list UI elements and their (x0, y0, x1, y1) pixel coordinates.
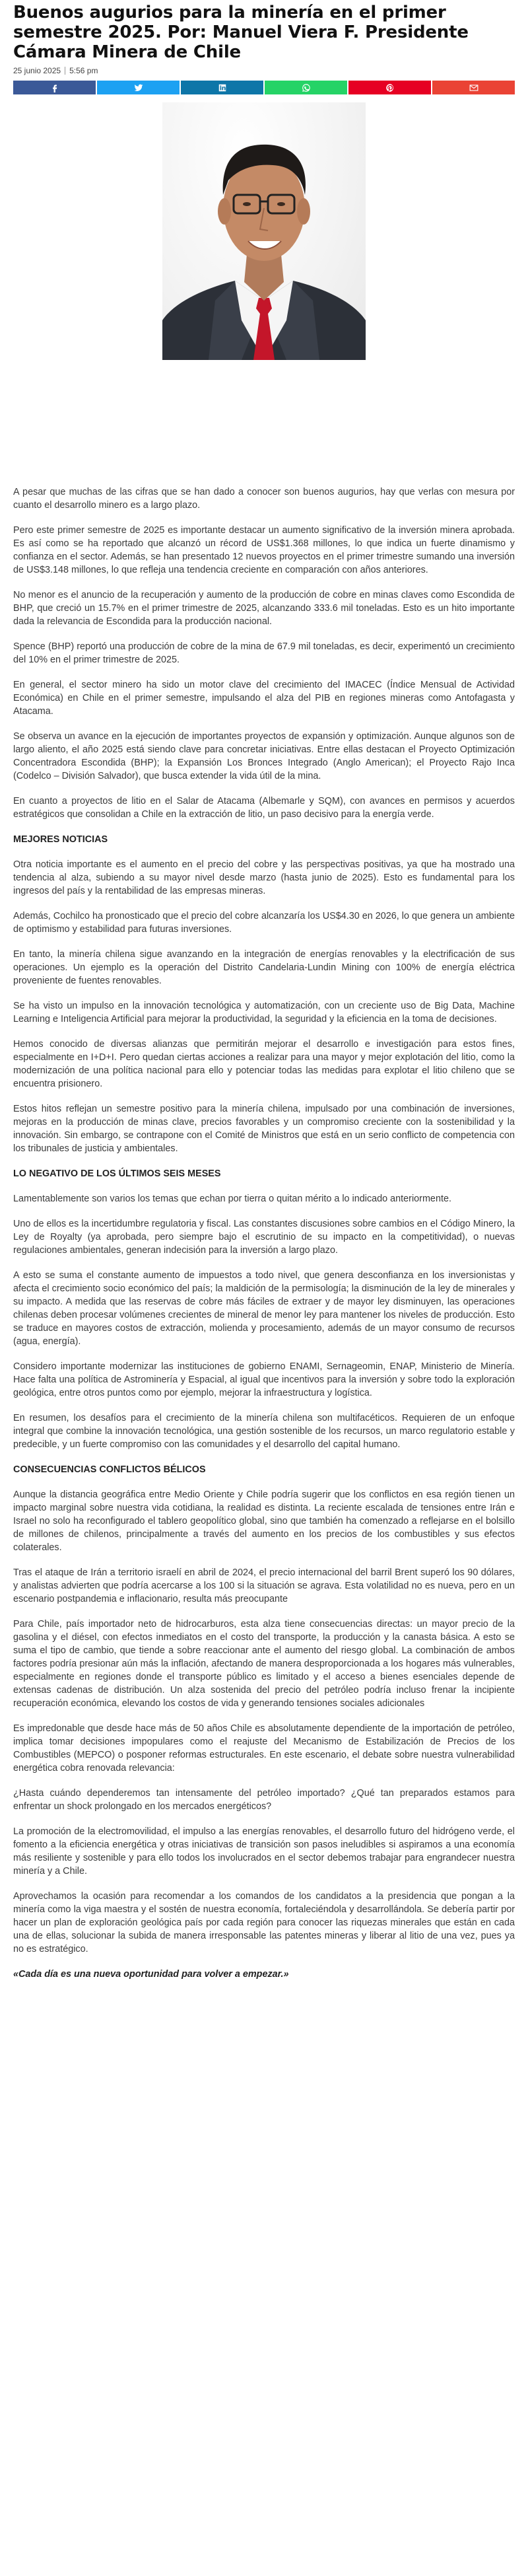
article-date: 25 junio 2025 (13, 66, 61, 75)
body-paragraph: ¿Hasta cuándo dependeremos tan intensamente del petróleo importado? ¿Qué tan preparados estamos para enfrentar un shock prolongado en los mercados energéticos? (13, 1788, 515, 1812)
share-pinterest-button[interactable] (348, 81, 431, 94)
share-twitter-button[interactable] (97, 81, 180, 94)
body-paragraph: La promoción de la electromovilidad, el impulso a las energías renovables, el desarrollo futuro del hidrógeno verde, el fomento a la eficiencia energética y otras iniciativas de transición son pasos ineludibles si aspiramos a una economía más resiliente y sostenible y para ello todos los involucrados en el sector debemos trabajar para engrandecer nuestra minería y a Chile. (13, 1826, 515, 1877)
share-email-button[interactable] (432, 81, 515, 94)
body-paragraph: Otra noticia importante es el aumento en el precio del cobre y las perspectivas positivas, ya que ha mostrado una tendencia al alza, subiendo a su mayor nivel desde marzo (hasta junio de 2025). Esto es fundamental para los ingresos del país y la rentabilidad de las empresas mineras. (13, 859, 515, 896)
body-paragraph: Es impredonable que desde hace más de 50 años Chile es absolutamente dependiente de la importación de petróleo, implica tomar decisiones impopulares como el reajuste del Mecanismo de Estabilización de Precios de los Combustibles (MEPCO) o posponer reformas estructurales. En este escenario, el debate sobre nuestra vulnerabilidad energética cobra renovada relevancia: (13, 1723, 515, 1773)
body-paragraph: Aprovechamos la ocasión para recomendar a los comandos de los candidatos a la presidencia que pongan a la minería como la viga maestra y el sostén de nuestra economía, fortaleciéndola y desarrollándola. Se debería partir por hacer un plan de exploración geológica país por cada región para conocer las riquezas minerales que están en cada una de ellas, solucionar la subida de manera irresponsable las patentes mineras y liberar al litio de una vez, pues ya no es estratégico. (13, 1891, 515, 1954)
section-heading: CONSECUENCIAS CONFLICTOS BÉLICOS (13, 1464, 206, 1475)
body-paragraph: Se observa un avance en la ejecución de importantes proyectos de expansión y optimización. Aunque algunos son de largo aliento, el año 2025 está siendo clave para concretar iniciativas. Entre ellas destacan el Proyecto Optimización Concentradora Escondida (BHP); la Expansión Los Bronces Integrado (Anglo American); el Proyecto Rajo Inca (Codelco – División Salvador), que busca extender la vida útil de la mina. (13, 731, 515, 781)
body-paragraph: A esto se suma el constante aumento de impuestos a todo nivel, que genera desconfianza en los inversionistas y afecta el crecimiento socio económico del país; la maldición de la permisología; la disminución de la ley de minerales y su impacto. A medida que las reservas de cobre más fáciles de extraer y de mayor ley disminuyen, las operaciones chilenas deben procesar volúmenes crecientes de mineral de menor ley para mantener los niveles de producción. Esto se traduce en mayores costos de extracción, molienda y procesamiento, además de un mayor consumo de recursos (agua, energía). (13, 1270, 515, 1347)
closing-quote: «Cada día es una nueva oportunidad para volver a empezar.» (13, 1969, 289, 1980)
body-paragraph: En cuanto a proyectos de litio en el Salar de Atacama (Albemarle y SQM), con avances en permisos y acuerdos estratégicos que consolidan a Chile en la extracción de litio, un paso decisivo para la energía verde. (13, 796, 515, 820)
body-paragraph: En resumen, los desafíos para el crecimiento de la minería chilena son multifacéticos. Requieren de un enfoque integral que combine la innovación tecnológica, una gestión sostenible de los recursos, un marco regulatorio estable y predecible, y un fuerte compromiso con las comunidades y el desarrollo del capital humano. (13, 1413, 515, 1450)
author-portrait (162, 102, 366, 360)
pinterest-icon (385, 83, 395, 92)
body-paragraph: Además, Cochilco ha pronosticado que el precio del cobre alcanzaría los US$4.30 en 2026, lo que genera un ambiente de optimismo y estabilidad para futuras inversiones. (13, 911, 515, 935)
section-heading: MEJORES NOTICIAS (13, 834, 108, 845)
body-paragraph: Estos hitos reflejan un semestre positivo para la minería chilena, impulsado por una combinación de inversiones, mejoras en la producción de minas clave, precios favorables y un compromiso creciente con la sostenibilidad y la innovación. Sin embargo, se contrapone con el Comité de Ministros que está en un serio conflicto de competencia con los tribunales de justicia y ambientales. (13, 1104, 515, 1154)
body-paragraph: En tanto, la minería chilena sigue avanzando en la integración de energías renovables y la electrificación de sus operaciones. Un ejemplo es la operación del Distrito Candelaria-Lundin Mining con 100% de energía eléctrica proveniente de fuentes renovables. (13, 949, 515, 986)
share-whatsapp-button[interactable] (265, 81, 347, 94)
share-bar (13, 81, 515, 94)
body-paragraph: Para Chile, país importador neto de hidrocarburos, esta alza tiene consecuencias directas: un mayor precio de la gasolina y el diésel, con efectos inmediatos en el costo del transporte, la producción y la canasta básica. A esto se suma el tipo de cambio, que tiende a sobre reaccionar ante el aumento del riesgo global. La combinación de ambos factores podría presionar aún más la inflación, afectando de manera desproporcionada a los hogares más vulnerables, especialmente en regiones donde el transporte público es limitado y el acceso a bienes esenciales depende de extensas cadenas de distribución. Un alza sostenida del precio del petróleo podría incluso frenar la incipiente recuperación económica, elevando los costos de vida y generando tensiones sociales adicionales (13, 1619, 515, 1709)
whatsapp-icon (302, 83, 311, 92)
body-paragraph: En general, el sector minero ha sido un motor clave del crecimiento del IMACEC (Índice Mensual de Actividad Económica) en Chile en el primer semestre, impulsando el alza del PIB en regiones mineras como Antofagasta y Atacama. (13, 680, 515, 717)
body-paragraph: Pero este primer semestre de 2025 es importante destacar un aumento significativo de la inversión minera aprobada. Es así como se ha reportado que alcanzó un récord de US$1.368 millones, lo que indica un fuerte dinamismo y confianza en el sector. Además, se han presentado 12 nuevos proyectos en el primer trimestre sumando una inversión de US$3.148 millones, lo que refleja una tendencia creciente en comparación con años anteriores. (13, 525, 515, 575)
share-facebook-button[interactable] (13, 81, 96, 94)
article-body (13, 485, 515, 1981)
article-title: Buenos augurios para la minería en el primer semestre 2025. Por: Manuel Viera F. Presidente Cámara Minera de Chile (13, 3, 469, 62)
section-heading: LO NEGATIVO DE LOS ÚLTIMOS SEIS MESES (13, 1168, 221, 1179)
body-paragraph: Considero importante modernizar las instituciones de gobierno ENAMI, Sernageomin, ENAP, Ministerio de Minería. Hace falta una política de Astrominería y Espacial, al igual que incentivos para la inversión y sobre todo la exploración geológica, entre otros puntos como por ejemplo, mejorar la infraestructura y logística. (13, 1361, 515, 1398)
linkedin-icon (218, 83, 227, 92)
body-paragraph: Aunque la distancia geográfica entre Medio Oriente y Chile podría sugerir que los conflictos en esa región tienen un impacto marginal sobre nuestra vida cotidiana, la realidad es distinta. La reciente escalada de tensiones entre Irán e Israel no solo ha reconfigurado el tablero geopolítico global, sino que también ha comenzado a reflejarse en el bolsillo de millones de chilenos, principalmente a través del aumento en los precios de los combustibles y sus efectos colaterales. (13, 1489, 515, 1553)
article-meta (13, 66, 515, 75)
hero-image-wrap (13, 102, 515, 360)
body-paragraph: A pesar que muchas de las cifras que se han dado a conocer son buenos augurios, hay que verlas con mesura por cuanto el desarrollo minero es a largo plazo. (13, 487, 515, 511)
body-paragraph: Uno de ellos es la incertidumbre regulatoria y fiscal. Las constantes discusiones sobre cambios en el Código Minero, la Ley de Royalty (ya aprobada, pero siempre bajo el escrutinio de su impacto en la competitividad), o nuevas regulaciones ambientales, generan indecisión para la inversión a largo plazo. (13, 1219, 515, 1256)
body-paragraph: No menor es el anuncio de la recuperación y aumento de la producción de cobre en minas claves como Escondida de BHP, que creció un 15.7% en el primer trimestre de 2025, alcanzando 333.6 mil toneladas. Esto es un hito importante dada la relevancia de Escondida para la producción nacional. (13, 590, 515, 627)
envelope-icon (469, 83, 478, 92)
article-time: 5:56 pm (69, 66, 98, 75)
body-paragraph: Tras el ataque de Irán a territorio israelí en abril de 2024, el precio internacional del barril Brent superó los 90 dólares, y analistas advierten que podría acercarse a los 100 si la situación se agrava. Esta volatilidad no es nueva, pero en un escenario postpandemia e inflacionario, resulta más preocupante (13, 1567, 515, 1604)
body-paragraph: Lamentablemente son varios los temas que echan por tierra o quitan mérito a lo indicado anteriormente. (13, 1194, 451, 1204)
share-linkedin-button[interactable] (181, 81, 263, 94)
article (13, 0, 515, 1981)
portrait-photo-icon (162, 102, 366, 360)
body-paragraph: Se ha visto un impulso en la innovación tecnológica y automatización, con un creciente uso de Big Data, Machine Learning e Inteligencia Artificial para mejorar la productividad, la seguridad y la eficiencia en la toma de decisiones. (13, 1001, 515, 1024)
body-paragraph: Spence (BHP) reportó una producción de cobre de la mina de 67.9 mil toneladas, es decir, experimentó un crecimiento del 10% en el primer trimestre de 2025. (13, 641, 515, 665)
body-paragraph: Hemos conocido de diversas alianzas que permitirán mejorar el desarrollo e investigación para estos fines, especialmente en I+D+I. Pero quedan ciertas acciones a realizar para una mayor y mejor explotación del litio, como la modernización de una política nacional para ello y potenciar todas las medidas para explotar el litio chileno que se encuentra prisionero. (13, 1039, 515, 1089)
facebook-icon (50, 83, 59, 92)
twitter-icon (134, 83, 143, 92)
